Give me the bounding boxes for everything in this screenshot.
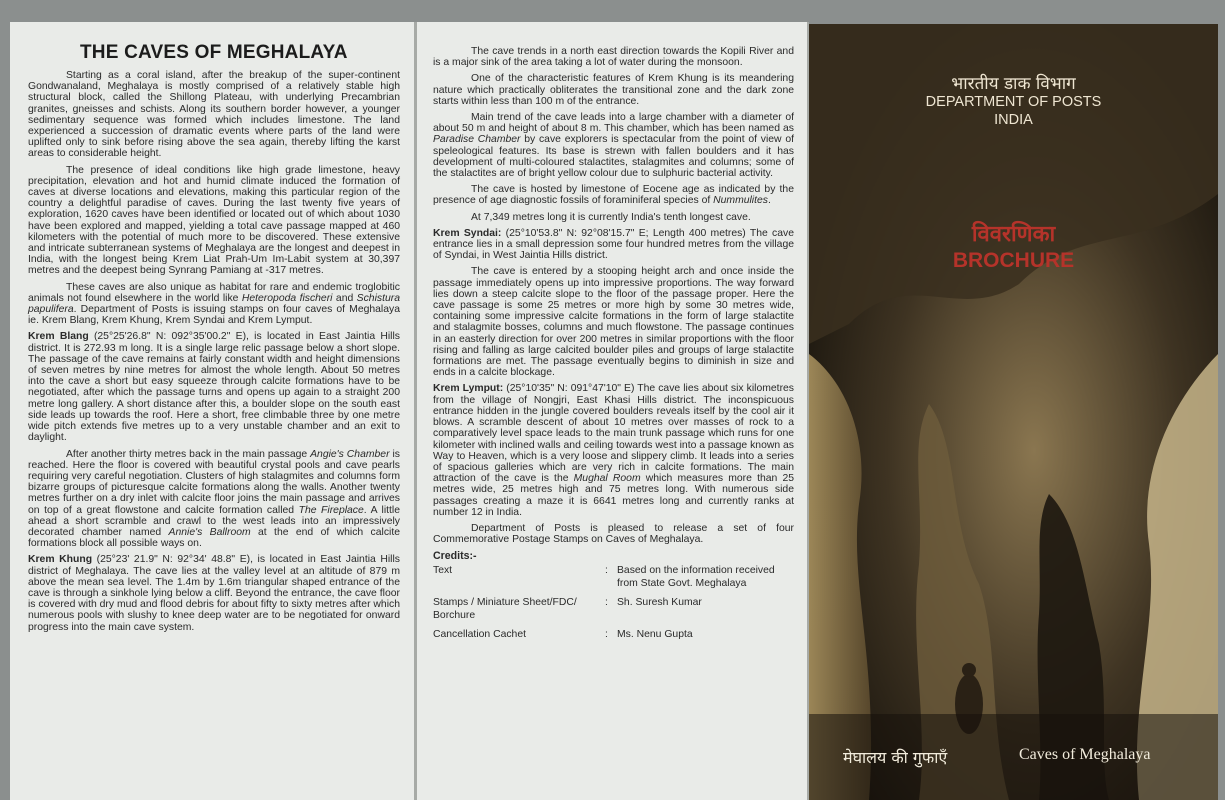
credit-value: Ms. Nenu Gupta	[617, 629, 693, 641]
paragraph: The cave trends in a north east direction towards the Kopili River and is a major sink of the area taking a lot of water during the monsoon.	[433, 46, 794, 69]
place-name: Annie's Ballroom	[168, 526, 251, 538]
paragraph: The presence of ideal conditions like high grade limestone, heavy precipitation, elevation and hot and humid climate induced the formation of caves at diverse locations and elevations, making this particular region of the country a delightful paradise of caves. During the last twenty five years of exploration, 1620 caves have been identified or located out of which about 1030 have been explored and mapped, yielding a total cave passage mapped at 460 kilometers with the potential of much more to be discovered. These extensive and intricate subterranean systems of Meghalaya are the longest and deepest in India, with the longest being Krem Liat Prah-Um Im-Labit system at 30,397 metres and the deepest being Synrang Pamiang at -317 metres.	[28, 164, 400, 277]
explorer-head	[962, 663, 976, 677]
place-name: Angie's Chamber	[310, 448, 390, 460]
credits-row	[433, 628, 794, 647]
credit-label: Text	[433, 565, 453, 577]
paragraph: One of the characteristic features of Krem Khung is its meandering nature which practically obliterates the transitional zone and the dark zone starts within less than 100 m of the entrance.	[433, 73, 794, 107]
credit-colon: :	[605, 565, 608, 577]
cave-photo	[809, 24, 1218, 800]
credit-value: Sh. Suresh Kumar	[617, 597, 702, 609]
cave-name: Krem Blang	[28, 331, 89, 343]
paragraph	[28, 554, 400, 632]
paragraph: At 7,349 metres long it is currently India's tenth longest cave.	[471, 211, 751, 223]
credit-value: Based on the information received from State Govt. Meghalaya	[617, 565, 775, 590]
paragraph	[28, 282, 400, 327]
credits-row	[433, 564, 794, 596]
paragraph	[28, 331, 400, 443]
paragraph	[433, 184, 794, 206]
paragraph	[433, 112, 794, 179]
credit-colon: :	[605, 629, 608, 641]
text-run: and	[332, 292, 357, 304]
credit-colon: :	[605, 597, 608, 609]
brochure-cover	[809, 24, 1218, 800]
paragraph	[28, 449, 400, 550]
text-run: . A little ahead a short scramble and crawl to the west leads into an impressively decorated chamber named	[28, 504, 400, 538]
cave-name: Krem Syndai:	[433, 227, 502, 239]
place-name: Paradise Chamber	[433, 134, 521, 146]
brochure-panel-left	[10, 22, 414, 800]
species-name: Schistura papulifera	[28, 292, 400, 316]
place-name: The Fireplace	[298, 504, 364, 516]
text-run: is reached. Here the floor is covered with beautiful crystal pools and cave pearls requiring very careful negotiation. Clusters of high stalagmites and columns form bizarre groups of picturesque calcite formations along the walls. Another twenty metres further on a dry inlet with calcite floor joins the main passage and arrives on top of a great flowstone and calcite formation called	[28, 448, 400, 516]
text-run: The cave is hosted by limestone of Eocene age as indicated by the presence of age diagnostic fossils of foraminiferal species of	[433, 184, 794, 207]
text-run: (25°23' 21.9" N: 92°34' 48.8" E), is located in East Jaintia Hills district of Meghalaya. The cave lies at the valley level at an altitude of 879 m above the mean sea level. The 1.4m by 1.6m triangular shaped entrance of the cave is through a sinkhole lying below a cliff. Beyond the entrance, the cave floor is covered with dry mud and flood debris for about fifty to sixty metres after which numerous pools with slushy to knee deep water are to be negotiated for onward progress into the main cave system.	[28, 554, 400, 633]
text-run: These caves are also unique as habitat for rare and endemic troglobitic animals not found elsewhere in the world like	[28, 281, 400, 304]
text-run: by cave explorers is spectacular from the point of view of speleological features. Its base is strewn with fallen boulders and it has development of multi-coloured stalactites, stalagmites and columns; some of the stalactites are of bright yellow colour due to sulphuric bacterial activity.	[433, 134, 794, 180]
credit-label: Stamps / Miniature Sheet/FDC/ Borchure	[433, 597, 577, 622]
release-note: Department of Posts is pleased to release a set of four Commemorative Postage Stamps on Caves of Meghalaya.	[433, 522, 794, 546]
cover-caption: Caves of Meghalaya	[1019, 746, 1151, 763]
credits-table	[433, 564, 794, 647]
text-run: which measures more than 25 metres wide, 25 metres high and 75 metres long. With numerous side passages creating a maze it is 6641 metres long and currently ranks at number 12 in India.	[433, 473, 794, 518]
species-name: Heteropoda fischeri	[241, 292, 333, 304]
text-run: Main trend of the cave leads into a large chamber with a diameter of about 50 m and height of about 8 m. This chamber, which has been named as	[433, 112, 794, 135]
paragraph	[433, 228, 794, 262]
dept-title-hindi: भारतीय डाक विभाग	[951, 74, 1076, 94]
text-run: (25°10'35" N: 091°47'10" E) The cave lies about six kilometres from the village of Nongjri, East Khasi Hills district. The inconspicuous entrance hidden in the jungle covered boulders reveals itself by the cool air it blows. A scramble descent of about 10 metres over masses of rock to a comparatively level space leads to the main trunk passage which runs for one kilometer with inclined walls and ceiling towards west into a passage known as Way to Heaven, which is a very loose and slippery climb. It leads into a series of spacious galleries which are very rich in calcite formations. The main attraction of the cave is the	[433, 383, 795, 485]
species-name: Nummulites	[713, 195, 768, 207]
brochure-label: BROCHURE	[952, 249, 1075, 272]
paragraph	[433, 383, 794, 517]
intro-paragraph: Starting as a coral island, after the breakup of the super-continent Gondwanaland, Meghalaya is mostly comprised of a relatively stable high structural block, called the Shillong Plateau, with underlying Precambrian granites, gneisses and schists. Along its southern border however, a younger sedimentary sequence was formed which includes limestone. The land experienced a succession of dramatic events where parts of the land were uplifted only to sink before rising above the sea again, thereby lifting the karst areas to considerable height.	[28, 70, 400, 160]
text-run: After another thirty metres back in the main passage	[66, 448, 311, 460]
cave-name: Krem Khung	[28, 554, 93, 566]
dept-country: INDIA	[994, 112, 1033, 128]
paragraph: The cave is entered by a stooping height arch and once inside the passage immediately opens up into impressive proportions. The way forward lies down a steep calcite slope to the floor of the passage proper. Here the cave passage is some 25 metres or more high by some 30 metres wide, containing some impressive calcite formations in the form of large stalactite and stalagmite bosses, columns and much flowstone. The passage continues in an easterly direction for over 200 metres in similar proportions with the floor rising and falling as large calcited boulder piles and groups of large stalactite formations are met. The passage eventually begins to diminish in size and ends in a calcite blockage.	[433, 266, 794, 379]
credits-row	[433, 596, 794, 628]
text-run: .	[767, 195, 771, 207]
text-run: (25°25'26.8" N: 092°35'00.2" E), is located in East Jaintia Hills district. It is 272.93 m long. It is a single large relic passage below a short slope. The passage of the cave remains at fairly constant width and height dimensions of seven metres by nine metres for almost the whole length. About 50 metres into the cave a short but easy squeeze through calcite formations have to be negotiated, after which the passage turns and opens up again to a straight 200 metre long gallery. A short distance after this, a boulder slope on the south east side leads up towards the roof. Here a short, free climbable three by one metre wide pitch extends five metres up to a very unstable chamber and an exit to daylight.	[28, 331, 400, 444]
brochure-panel-middle	[417, 22, 807, 800]
credit-label: Cancellation Cachet	[433, 629, 526, 641]
page-title: THE CAVES OF MEGHALAYA	[80, 42, 348, 63]
text-run: . Department of Posts is issuing stamps on four caves of Meghalaya ie. Krem Blang, Krem Khung, Krem Syndai and Krem Lymput.	[28, 304, 400, 327]
brochure-label-hindi: विवरणिका	[971, 222, 1056, 247]
cave-name: Krem Lymput:	[433, 383, 504, 395]
cover-caption-hindi: मेघालय की गुफाएँ	[843, 748, 948, 767]
dept-title: DEPARTMENT OF POSTS	[925, 94, 1102, 110]
place-name: Mughal Room	[573, 473, 641, 485]
text-run: (25°10'53.8" N: 92°08'15.7" E; Length 400 metres) The cave entrance lies in a small depression some four hundred metres from the village of Syndai, in West Jaintia Hills district.	[433, 227, 794, 262]
credits-heading: Credits:-	[433, 550, 477, 563]
text-run: at the end of which calcite formations block all possible ways on.	[28, 526, 401, 550]
